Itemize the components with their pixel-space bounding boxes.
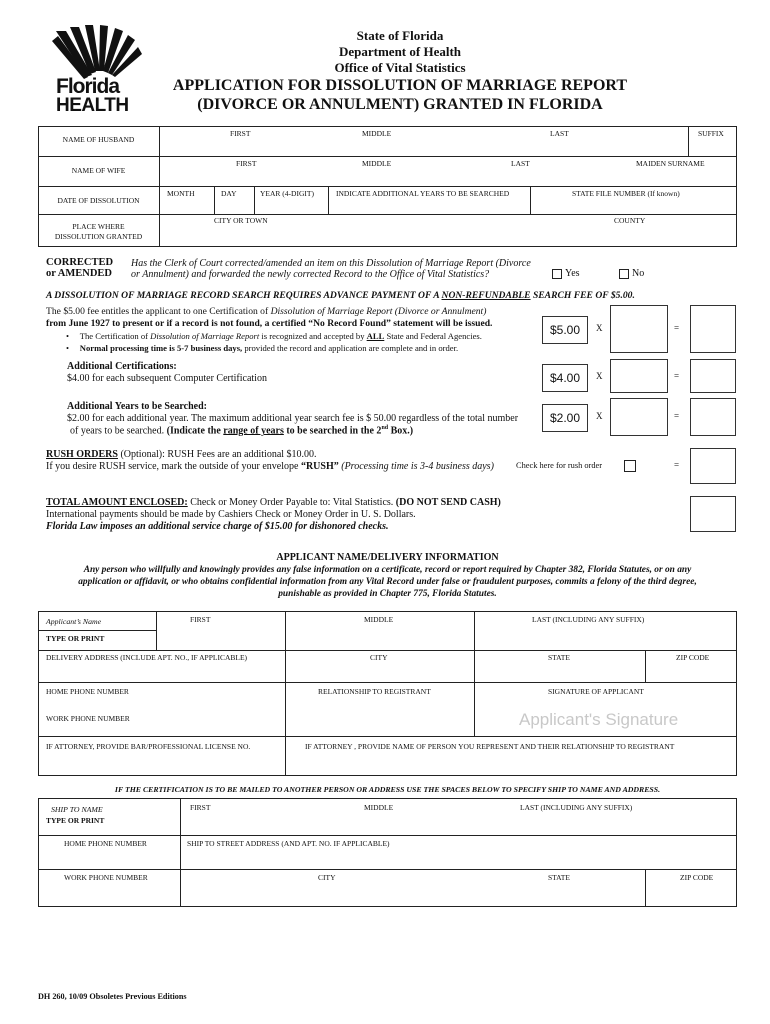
applicant-work-phone-field[interactable]: WORK PHONE NUMBER — [46, 714, 130, 723]
applicant-info-title: APPLICANT NAME/DELIVERY INFORMATION — [276, 552, 499, 563]
form-id-footer: DH 260, 10/09 Obsoletes Previous Editions — [38, 992, 187, 1001]
page-subtitle: (DIVORCE OR ANNULMENT) GRANTED IN FLORIDA — [197, 96, 603, 113]
equals-sign-3: = — [674, 411, 680, 421]
equals-sign-2: = — [674, 371, 680, 381]
warning-line-1: Any person who willfully and knowingly provides any false information on a certificate, record or report required by Chapter 382, Florida Statutes, or on any — [83, 565, 692, 575]
fee-description-2: from June 1927 to present or if a record is not found, a certified “No Record Found” statement will be issued. — [46, 318, 493, 329]
ship-state-field[interactable]: STATE — [548, 873, 570, 882]
header-department: Department of Health — [338, 44, 462, 59]
total-line-2: International payments should be made by Cashiers Check or Money Order in U. S. Dollars. — [46, 509, 416, 520]
warning-line-3: punishable as provided in Chapter 775, Florida Statutes. — [278, 589, 497, 599]
add-years-2-sup: nd — [381, 425, 389, 431]
subtotal-input-3[interactable] — [690, 398, 736, 436]
corrected-no-option[interactable] — [619, 268, 644, 279]
times-sign-3: X — [596, 411, 603, 421]
fee-desc-1-pre: The $5.00 fee entitles the applicant to one Certification of — [46, 306, 271, 317]
yes-label: Yes — [565, 268, 580, 279]
total-1-bold: (DO NOT SEND CASH) — [395, 497, 501, 508]
applicant-city-field[interactable]: CITY — [370, 653, 388, 662]
delivery-address-field[interactable]: DELIVERY ADDRESS (INCLUDE APT. NO., IF APPLICABLE) — [46, 653, 248, 662]
rush-orders-title: RUSH ORDERS — [46, 449, 118, 460]
place-granted-label-2: DISSOLUTION GRANTED — [54, 232, 143, 241]
applicant-name-label: Applicant’s Name — [46, 617, 102, 626]
add-years-2-post: to be searched in the 2 — [283, 425, 382, 437]
times-sign-2: X — [596, 371, 603, 381]
equals-sign-1: = — [674, 323, 680, 333]
ship-to-table — [38, 798, 737, 907]
year-field[interactable]: YEAR (4-DIGIT) — [260, 189, 314, 198]
applicant-home-phone-field[interactable]: HOME PHONE NUMBER — [46, 687, 129, 696]
rush-order-checkbox[interactable] — [624, 460, 636, 472]
ship-last-field[interactable]: LAST (INCLUDING ANY SUFFIX) — [520, 803, 633, 812]
fee-description-1 — [46, 306, 486, 317]
bullet1-all: ALL — [366, 331, 385, 341]
fee-amount-2: $2.00 — [542, 404, 588, 432]
fee-amount-5: $5.00 — [542, 316, 588, 344]
ship-zip-field[interactable]: ZIP CODE — [680, 873, 714, 882]
day-field[interactable]: DAY — [221, 189, 237, 198]
applicant-first-field[interactable]: FIRST — [190, 615, 211, 624]
no-label: No — [632, 268, 645, 279]
additional-certifications-title: Additional Certifications: — [67, 361, 177, 372]
bullet1-italic: Dissolution of Marriage Report — [150, 331, 260, 341]
header-state: State of Florida — [356, 28, 444, 43]
ship-to-name-label: SHIP TO NAME — [51, 805, 103, 814]
add-years-2-range: range of years — [223, 425, 284, 437]
signature-field[interactable]: Applicant's Signature — [519, 710, 679, 729]
corrected-yes-option[interactable] — [552, 268, 580, 279]
husband-name-label: NAME OF HUSBAND — [62, 135, 135, 144]
bullet2-bold: Normal processing time is 5-7 business days, — [79, 343, 243, 353]
applicant-type-or-print: TYPE OR PRINT — [46, 634, 105, 643]
applicant-state-field[interactable]: STATE — [548, 653, 570, 662]
total-1-pre: Check or Money Order Payable to: Vital Statistics. — [187, 497, 396, 508]
quantity-input-3[interactable] — [610, 398, 668, 436]
search-fee-notice-nonrefundable: NON-REFUNDABLE — [441, 290, 531, 301]
fee-desc-1-italic: Dissolution of Marriage Report (Divorce or Annulment) — [270, 306, 487, 317]
bullet-processing — [66, 343, 458, 353]
relationship-field[interactable]: RELATIONSHIP TO REGISTRANT — [318, 687, 431, 696]
rush-orders-line-1 — [46, 449, 317, 460]
corrected-question-1: Has the Clerk of Court corrected/amended an item on this Dissolution of Marriage Report (Divorce — [131, 258, 531, 269]
month-field[interactable]: MONTH — [167, 189, 195, 198]
rush-orders-line-2 — [46, 461, 494, 472]
total-line-1 — [46, 497, 501, 508]
ship-first-field[interactable]: FIRST — [190, 803, 211, 812]
wife-name-label: NAME OF WIFE — [71, 166, 126, 175]
state-file-number-field[interactable]: STATE FILE NUMBER (If known) — [572, 189, 680, 198]
warning-line-2: application or affidavit, or who obtains confidential information from any Vital Record under false or fraudulent purposes, commits a felony of the third degree, — [78, 577, 697, 587]
husband-last-field[interactable]: LAST — [550, 129, 569, 138]
rush-check-label: Check here for rush order — [516, 461, 603, 470]
search-fee-notice-pre: A DISSOLUTION OF MARRIAGE RECORD SEARCH REQUIRES ADVANCE PAYMENT OF A — [46, 290, 442, 301]
wife-first-field[interactable]: FIRST — [236, 159, 257, 168]
logo-text-health: HEALTH — [56, 95, 129, 116]
ship-type-or-print: TYPE OR PRINT — [46, 816, 105, 825]
applicant-zip-field[interactable]: ZIP CODE — [676, 653, 710, 662]
search-fee-notice — [46, 290, 635, 301]
amended-label: or AMENDED — [46, 268, 113, 279]
times-sign-1: X — [596, 323, 603, 333]
additional-years-text-2 — [70, 425, 413, 436]
total-amount-input[interactable] — [690, 496, 736, 532]
wife-middle-field[interactable]: MIDDLE — [362, 159, 392, 168]
ship-home-phone-field[interactable]: HOME PHONE NUMBER — [64, 839, 147, 848]
add-years-2-end: Box.) — [388, 425, 414, 437]
add-years-2-pre: of years to be searched. — [70, 425, 167, 437]
search-fee-notice-post: SEARCH FEE OF $5.00. — [530, 290, 635, 301]
total-title: TOTAL AMOUNT ENCLOSED: — [46, 497, 188, 508]
rush-2-bold: “RUSH” — [300, 461, 339, 472]
attorney-license-field[interactable]: IF ATTORNEY, PROVIDE BAR/PROFESSIONAL LICENSE NO. — [46, 742, 251, 751]
husband-suffix-field[interactable]: SUFFIX — [698, 129, 724, 138]
add-years-2-bold: (Indicate the — [166, 425, 224, 437]
rush-2-pre: If you desire RUSH service, mark the outside of your envelope — [46, 461, 301, 472]
bullet-dot-icon: • — [66, 331, 80, 341]
florida-health-logo — [52, 25, 144, 117]
equals-sign-rush: = — [674, 460, 680, 470]
additional-years-field[interactable]: INDICATE ADDITIONAL YEARS TO BE SEARCHED — [336, 189, 510, 198]
subtotal-input-2[interactable] — [690, 359, 736, 393]
additional-certifications-text: $4.00 for each subsequent Computer Certification — [67, 373, 267, 384]
place-granted-label-1: PLACE WHERE — [72, 222, 125, 231]
total-line-3: Florida Law imposes an additional service charge of $15.00 for dishonored checks. — [46, 521, 389, 532]
bullet2-post: provided the record and application are complete and in order. — [242, 343, 459, 353]
subtotal-input-1[interactable] — [690, 305, 736, 353]
corrected-label: CORRECTED — [46, 257, 114, 268]
bullet1-post: State and Federal Agencies. — [384, 331, 482, 341]
page-title: APPLICATION FOR DISSOLUTION OF MARRIAGE REPORT — [172, 77, 628, 94]
bullet-recognized — [66, 331, 482, 341]
header-office: Office of Vital Statistics — [334, 60, 466, 75]
yes-checkbox[interactable] — [552, 269, 562, 279]
wife-maiden-field[interactable]: MAIDEN SURNAME — [636, 159, 705, 168]
rush-fee-input[interactable] — [690, 448, 736, 484]
ship-middle-field[interactable]: MIDDLE — [364, 803, 394, 812]
rush-optional-text: (Optional): RUSH Fees are an additional $10.00. — [117, 449, 317, 460]
wife-last-field[interactable]: LAST — [511, 159, 530, 168]
ship-work-phone-field[interactable]: WORK PHONE NUMBER — [64, 873, 148, 882]
no-checkbox[interactable] — [619, 269, 629, 279]
attorney-represent-field[interactable]: IF ATTORNEY , PROVIDE NAME OF PERSON YOU REPRESENT AND THEIR RELATIONSHIP TO REGISTRANT — [305, 742, 675, 751]
additional-years-title: Additional Years to be Searched: — [67, 401, 207, 412]
corrected-question-2: or Annulment) and forwarded the newly corrected Record to the Office of Vital Statistics? — [131, 269, 490, 280]
date-of-dissolution-label: DATE OF DISSOLUTION — [57, 196, 140, 205]
applicant-last-field[interactable]: LAST (INCLUDING ANY SUFFIX) — [532, 615, 645, 624]
ship-street-field[interactable]: SHIP TO STREET ADDRESS (AND APT. NO. IF APPLICABLE) — [187, 839, 390, 848]
quantity-input-1[interactable] — [610, 305, 668, 353]
quantity-input-2[interactable] — [610, 359, 668, 393]
ship-city-field[interactable]: CITY — [318, 873, 336, 882]
city-or-town-field[interactable]: CITY OR TOWN — [214, 216, 268, 225]
logo-text-florida: Florida — [56, 75, 120, 98]
ship-to-notice: IF THE CERTIFICATION IS TO BE MAILED TO ANOTHER PERSON OR ADDRESS USE THE SPACES BELOW TO SPECIFY SHIP TO NAME AND ADDRESS. — [114, 785, 661, 794]
additional-years-text-1: $2.00 for each additional year. The maximum additional year search fee is $ 50.00 regardless of the total number — [67, 413, 519, 424]
bullet1-pre: The Certification of — [79, 331, 151, 341]
county-field[interactable]: COUNTY — [614, 216, 646, 225]
bullet1-mid: is recognized and accepted by — [259, 331, 367, 341]
husband-middle-field[interactable]: MIDDLE — [362, 129, 392, 138]
applicant-middle-field[interactable]: MIDDLE — [364, 615, 394, 624]
fee-amount-4: $4.00 — [542, 364, 588, 392]
husband-first-field[interactable]: FIRST — [230, 129, 251, 138]
signature-label: SIGNATURE OF APPLICANT — [548, 687, 644, 696]
bullet-dot-icon: • — [66, 343, 80, 353]
rush-2-italic: (Processing time is 3-4 business days) — [338, 461, 494, 472]
